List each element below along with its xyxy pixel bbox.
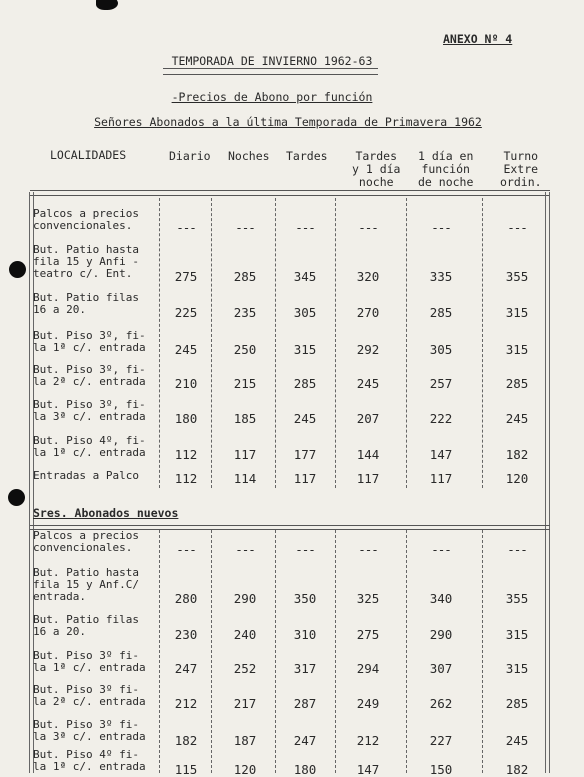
cell-turno: 285 bbox=[505, 376, 529, 391]
cell-tardes: 287 bbox=[293, 696, 317, 711]
cell-tardes: --- bbox=[295, 220, 315, 235]
col-header-noches: Noches bbox=[228, 149, 270, 163]
row-label-line: la 1ª c/. entrada bbox=[33, 661, 146, 674]
cell-turno: 315 bbox=[505, 661, 529, 676]
col-header-tardes-1dia bbox=[352, 150, 400, 189]
row-label-line: fila 15 y Anfi - bbox=[33, 255, 139, 268]
cell-noches: 240 bbox=[233, 627, 257, 642]
row-label-line: But. Piso 3º fi- bbox=[33, 718, 139, 731]
row-label-line: But. Piso 3º, fi- bbox=[33, 398, 146, 411]
row-label-line: entrada. bbox=[33, 590, 86, 603]
cell-1dia-funcion: 305 bbox=[429, 342, 453, 357]
cell-noches: 215 bbox=[233, 376, 257, 391]
cell-tardes: 305 bbox=[293, 305, 317, 320]
row-label bbox=[33, 399, 146, 423]
row-label bbox=[33, 330, 146, 354]
row-label-line: But. Patio filas bbox=[33, 613, 139, 626]
cell-tardes: 317 bbox=[293, 661, 317, 676]
row-label bbox=[33, 208, 139, 232]
cell-diario: 182 bbox=[174, 733, 198, 748]
row-label-line: But. Piso 3º, fi- bbox=[33, 363, 146, 376]
cell-diario: 245 bbox=[174, 342, 198, 357]
cell-1dia-funcion: 222 bbox=[429, 411, 453, 426]
table-row bbox=[0, 748, 584, 777]
cell-noches: 187 bbox=[233, 733, 257, 748]
cell-diario: 112 bbox=[174, 471, 198, 486]
col-header-line: noche bbox=[358, 175, 394, 189]
row-label bbox=[33, 530, 139, 554]
cell-tardes-1dia: 320 bbox=[356, 269, 380, 284]
cell-tardes-1dia: 325 bbox=[356, 591, 380, 606]
col-header-line: de noche bbox=[418, 175, 474, 189]
row-label-line: Palcos a precios bbox=[33, 207, 139, 220]
cell-noches: 235 bbox=[233, 305, 257, 320]
cell-tardes-1dia: 249 bbox=[356, 696, 380, 711]
section1-title: Señores Abonados a la última Temporada de Primavera 1962 bbox=[94, 115, 482, 129]
row-label-line: Entradas a Palco bbox=[33, 469, 139, 482]
cell-tardes-1dia: 292 bbox=[356, 342, 380, 357]
row-label-line: But. Piso 4º fi- bbox=[33, 748, 139, 761]
row-label bbox=[33, 749, 146, 773]
col-header-tardes: Tardes bbox=[286, 149, 328, 163]
row-label bbox=[33, 684, 146, 708]
row-label-line: la 1ª c/. entrada bbox=[33, 341, 146, 354]
cell-noches: 120 bbox=[233, 762, 257, 777]
cell-tardes-1dia: 144 bbox=[356, 447, 380, 462]
cell-diario: 280 bbox=[174, 591, 198, 606]
cell-1dia-funcion: 257 bbox=[429, 376, 453, 391]
annex-number: ANEXO Nº 4 bbox=[443, 32, 513, 46]
row-label-line: But. Patio hasta bbox=[33, 566, 139, 579]
cell-noches: 285 bbox=[233, 269, 257, 284]
cell-tardes: 350 bbox=[293, 591, 317, 606]
cell-turno: 315 bbox=[505, 627, 529, 642]
cell-tardes: 245 bbox=[293, 411, 317, 426]
cell-turno: 182 bbox=[505, 447, 529, 462]
cell-diario: 212 bbox=[174, 696, 198, 711]
cell-diario: 210 bbox=[174, 376, 198, 391]
cell-turno: 120 bbox=[505, 471, 529, 486]
cell-1dia-funcion: 307 bbox=[429, 661, 453, 676]
cell-diario: 230 bbox=[174, 627, 198, 642]
cell-1dia-funcion: 150 bbox=[429, 762, 453, 777]
cell-noches: --- bbox=[235, 542, 255, 557]
row-label-line: la 3ª c/. entrada bbox=[33, 410, 146, 423]
row-label-line: fila 15 y Anf.C/ bbox=[33, 578, 139, 591]
row-label-line: But. Piso 4º, fi- bbox=[33, 434, 146, 447]
table-row bbox=[0, 244, 584, 284]
cell-tardes: 315 bbox=[293, 342, 317, 357]
cell-tardes: 117 bbox=[293, 471, 317, 486]
cell-tardes-1dia: 212 bbox=[356, 733, 380, 748]
cell-1dia-funcion: 227 bbox=[429, 733, 453, 748]
cell-turno: 315 bbox=[505, 305, 529, 320]
cell-turno: 245 bbox=[505, 411, 529, 426]
cell-1dia-funcion: 147 bbox=[429, 447, 453, 462]
row-label-line: la 3ª c/. entrada bbox=[33, 730, 146, 743]
row-label-line: convencionales. bbox=[33, 541, 133, 554]
table-row bbox=[0, 399, 584, 439]
cell-turno: 245 bbox=[505, 733, 529, 748]
cell-noches: 290 bbox=[233, 591, 257, 606]
table-row bbox=[0, 530, 584, 570]
row-label bbox=[33, 470, 139, 482]
cell-diario: 115 bbox=[174, 762, 198, 777]
cell-turno: --- bbox=[507, 542, 527, 557]
cell-tardes-1dia: --- bbox=[358, 220, 378, 235]
cell-tardes-1dia: 147 bbox=[356, 762, 380, 777]
col-header-line: función bbox=[421, 162, 470, 176]
cell-turno: 182 bbox=[505, 762, 529, 777]
cell-turno: 285 bbox=[505, 696, 529, 711]
table-row bbox=[0, 470, 584, 510]
row-label bbox=[33, 650, 146, 674]
col-header-line: Extre bbox=[503, 162, 539, 176]
section2-title: Sres. Abonados nuevos bbox=[33, 506, 179, 520]
row-label-line: la 2ª c/. entrada bbox=[33, 695, 146, 708]
cell-turno: 315 bbox=[505, 342, 529, 357]
cell-tardes-1dia: 245 bbox=[356, 376, 380, 391]
document-title: TEMPORADA DE INVIERNO 1962-63 bbox=[171, 54, 373, 68]
cell-tardes-1dia: 294 bbox=[356, 661, 380, 676]
cell-diario: 247 bbox=[174, 661, 198, 676]
row-label-line: Palcos a precios bbox=[33, 529, 139, 542]
col-header-localidades: LOCALIDADES bbox=[50, 148, 127, 162]
row-label-line: la 2ª c/. entrada bbox=[33, 375, 146, 388]
cell-tardes: 310 bbox=[293, 627, 317, 642]
cell-noches: --- bbox=[235, 220, 255, 235]
cell-1dia-funcion: 262 bbox=[429, 696, 453, 711]
row-label bbox=[33, 567, 139, 603]
cell-diario: 112 bbox=[174, 447, 198, 462]
cell-noches: 217 bbox=[233, 696, 257, 711]
cell-tardes: 345 bbox=[293, 269, 317, 284]
table-row bbox=[0, 208, 584, 248]
cell-tardes: --- bbox=[295, 542, 315, 557]
row-label bbox=[33, 719, 146, 743]
cell-1dia-funcion: 340 bbox=[429, 591, 453, 606]
cell-tardes: 247 bbox=[293, 733, 317, 748]
cell-turno: 355 bbox=[505, 591, 529, 606]
document-subtitle: -Precios de Abono por función bbox=[171, 90, 373, 104]
cell-diario: --- bbox=[176, 220, 196, 235]
cell-1dia-funcion: --- bbox=[431, 542, 451, 557]
cell-tardes-1dia: 117 bbox=[356, 471, 380, 486]
cell-noches: 114 bbox=[233, 471, 257, 486]
cell-turno: 355 bbox=[505, 269, 529, 284]
row-label-line: 16 a 20. bbox=[33, 625, 86, 638]
cell-noches: 250 bbox=[233, 342, 257, 357]
row-label-line: teatro c/. Ent. bbox=[33, 267, 133, 280]
title-underline bbox=[163, 68, 378, 75]
cell-tardes: 177 bbox=[293, 447, 317, 462]
col-header-line: 1 día en bbox=[418, 149, 474, 163]
row-label bbox=[33, 435, 146, 459]
table-row bbox=[0, 567, 584, 607]
cell-1dia-funcion: 285 bbox=[429, 305, 453, 320]
row-label-line: convencionales. bbox=[33, 219, 133, 232]
row-label bbox=[33, 292, 139, 316]
row-label-line: But. Piso 3º, fi- bbox=[33, 329, 146, 342]
cell-tardes-1dia: 270 bbox=[356, 305, 380, 320]
col-header-line: Turno bbox=[503, 149, 539, 163]
cell-diario: --- bbox=[176, 542, 196, 557]
row-label-line: But. Patio filas bbox=[33, 291, 139, 304]
row-label-line: la 1ª c/. entrada bbox=[33, 760, 146, 773]
table-row bbox=[0, 614, 584, 654]
col-header-turno bbox=[500, 150, 542, 189]
col-header-diario: Diario bbox=[169, 149, 211, 163]
cell-diario: 180 bbox=[174, 411, 198, 426]
table-row bbox=[0, 292, 584, 332]
header-double-rule bbox=[30, 190, 550, 196]
row-label-line: But. Patio hasta bbox=[33, 243, 139, 256]
col-header-1dia-funcion bbox=[418, 150, 473, 189]
cell-tardes-1dia: 207 bbox=[356, 411, 380, 426]
cell-diario: 225 bbox=[174, 305, 198, 320]
cell-1dia-funcion: 117 bbox=[429, 471, 453, 486]
row-label-line: But. Piso 3º fi- bbox=[33, 683, 139, 696]
row-label bbox=[33, 244, 139, 280]
row-label bbox=[33, 364, 146, 388]
col-header-line: Tardes bbox=[355, 149, 397, 163]
col-header-line: y 1 día bbox=[352, 162, 401, 176]
cell-1dia-funcion: 335 bbox=[429, 269, 453, 284]
cell-tardes-1dia: 275 bbox=[356, 627, 380, 642]
cell-noches: 185 bbox=[233, 411, 257, 426]
col-header-line: ordin. bbox=[500, 175, 542, 189]
cell-noches: 252 bbox=[233, 661, 257, 676]
row-label-line: 16 a 20. bbox=[33, 303, 86, 316]
cell-turno: --- bbox=[507, 220, 527, 235]
row-label bbox=[33, 614, 139, 638]
cell-diario: 275 bbox=[174, 269, 198, 284]
cell-1dia-funcion: 290 bbox=[429, 627, 453, 642]
cell-tardes: 285 bbox=[293, 376, 317, 391]
cell-tardes: 180 bbox=[293, 762, 317, 777]
cell-1dia-funcion: --- bbox=[431, 220, 451, 235]
row-label-line: la 1ª c/. entrada bbox=[33, 446, 146, 459]
cell-tardes-1dia: --- bbox=[358, 542, 378, 557]
cell-noches: 117 bbox=[233, 447, 257, 462]
ink-blot bbox=[96, 0, 118, 10]
row-label-line: But. Piso 3º fi- bbox=[33, 649, 139, 662]
